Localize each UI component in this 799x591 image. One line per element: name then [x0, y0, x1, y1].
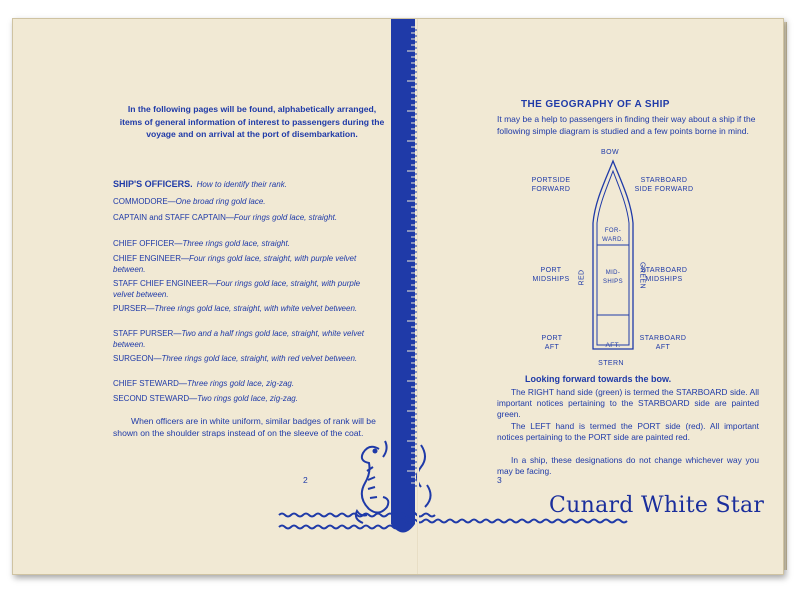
ship-outline-diagram: [583, 159, 643, 359]
officers-heading: [113, 179, 287, 189]
officer-entry: STAFF CHIEF ENGINEER—Four rings gold lace, straight, with purple velvet between.: [113, 279, 361, 299]
page-number: 3: [497, 475, 502, 485]
label-bow: BOW: [601, 149, 619, 156]
label-forward: FOR- WARD.: [602, 228, 624, 243]
officer-entry: COMMODORE—One broad ring gold lace.: [113, 197, 266, 206]
officer-entry: STAFF PURSER—Two and a half rings gold lace, straight, white velvet between.: [113, 329, 364, 349]
officer-entry: SURGEON—Three rings gold lace, straight, with red velvet between.: [113, 354, 358, 363]
label-starboard-side-forward: STARBOARD SIDE FORWARD: [634, 177, 694, 193]
center-fold: [417, 19, 419, 574]
page-3: [421, 19, 783, 574]
geography-intro: It may be a help to passengers in finding their way about a ship if the following simple diagram is studied and a few points borne in mind.: [497, 114, 756, 136]
officer-entry: PURSER—Three rings gold lace, straight, with white velvet between.: [113, 304, 358, 313]
label-green: GREEN: [638, 262, 646, 289]
label-port-aft: PORT AFT: [541, 335, 563, 351]
diagram-caption: Looking forward towards the bow.: [525, 374, 672, 384]
designation-paragraph: In a ship, these designations do not change whichever way you may be facing.: [497, 455, 759, 477]
officers-title: SHIP'S OFFICERS.: [113, 179, 193, 189]
label-red: RED: [578, 269, 586, 286]
intro-paragraph: In the following pages will be found, alphabetically arranged, items of general information of interest to passengers during the voyage and on arrival at the port of disembarkation.: [119, 104, 385, 140]
booklet-spread: [12, 18, 784, 575]
uniform-note: When officers are in white uniform, similar badges of rank will be shown on the shoulder straps instead of on the sleeve of the coat.: [113, 416, 376, 439]
label-starboard-aft: STARBOARD AFT: [639, 335, 687, 351]
officer-entry: CHIEF STEWARD—Three rings gold lace, zig-zag.: [113, 379, 295, 388]
officer-entry: SECOND STEWARD—Two rings gold lace, zig-zag.: [113, 394, 298, 403]
officers-subtitle: How to identify their rank.: [196, 180, 287, 189]
port-paragraph: The LEFT hand is termed the PORT side (red). All important notices pertaining to the PORT side are painted red.: [497, 421, 759, 443]
geography-title: THE GEOGRAPHY OF A SHIP: [521, 99, 670, 110]
label-midships: MID- SHIPS: [602, 270, 623, 285]
cunard-brand-logo: Cunard White Star: [549, 493, 765, 518]
label-starboard-midships: STARBOARD MIDSHIPS: [640, 267, 688, 283]
officer-entry: CHIEF OFFICER—Three rings gold lace, straight.: [113, 239, 290, 248]
starboard-paragraph: The RIGHT hand side (green) is termed the STARBOARD side. All important notices pertaining to the STARBOARD side are painted green.: [497, 387, 759, 420]
label-portside-forward: PORTSIDE FORWARD: [531, 177, 571, 193]
label-port-midships: PORT MIDSHIPS: [532, 267, 570, 283]
officer-entry: CAPTAIN and STAFF CAPTAIN—Four rings gold lace, straight.: [113, 213, 338, 222]
officer-entry: CHIEF ENGINEER—Four rings gold lace, straight, with purple velvet between.: [113, 254, 357, 274]
page-number: 2: [303, 475, 308, 485]
label-aft: AFT.: [605, 342, 621, 349]
label-stern: STERN: [598, 360, 624, 367]
